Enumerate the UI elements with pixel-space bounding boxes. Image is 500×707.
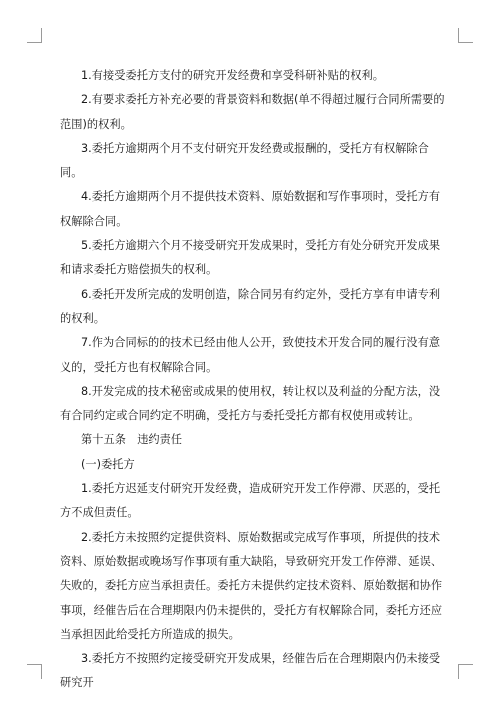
paragraph-13: 3.委托方不按照约定接受研究开发成果，经催告后在合理期限内仍未接受研究开 xyxy=(60,652,441,690)
crop-mark-bottom-right xyxy=(458,664,473,679)
subsection-heading: (一)委托方 xyxy=(81,457,135,471)
paragraph-8: 8.开发完成的技术秘密或成果的使用权，转让权以及利益的分配方法，没有合同约定或合同约定不明确，受托方与委托受托方都有权使用或转让。 xyxy=(60,384,441,423)
paragraph-3: 3.委托方逾期两个月不支付研究开发经费或报酬的，受托方有权解除合同。 xyxy=(60,141,429,180)
paragraph-4: 4.委托方逾期两个月不提供技术资料、原始数据和写作事项时，受托方有权解除合同。 xyxy=(60,190,441,228)
paragraph-12: 2.委托方未按照约定提供资料、原始数据或完成写作事项，所提供的技术资料、原始数据或晚场写作事项有重大缺陷，导致研究开发工作停滞、延误、失败的，委托方应当承担责任。委托方未提供约定技术资料、原始数据和协作事项，经催告后在合理期限内仍未提供的，受托方有权解除合同，委托方还应当承担因此给受托方所造成的损失。 xyxy=(60,530,443,641)
paragraph-5: 5.委托方逾期六个月不接受研究开发成果时，受托方有处分研究开发成果和请求委托方赔偿损失的权利。 xyxy=(60,239,441,277)
document-body xyxy=(60,64,446,696)
paragraph-11: 1.委托方迟延支付研究开发经费，造成研究开发工作停滞、厌恶的，受托方不成但责任。 xyxy=(60,482,441,520)
paragraph-7: 7.作为合同标的的技术已经由他人公开，致使技术开发合同的履行没有意义的，受托方也有权解除合同。 xyxy=(60,336,441,374)
crop-mark-bottom-left xyxy=(27,664,42,679)
paragraph-6: 6.委托开发所完成的发明创造，除合同另有约定外，受托方享有申请专利的权利。 xyxy=(60,287,441,325)
paragraph-2: 2.有要求委托方补充必要的背景资料和数据(单不得超过履行合同所需要的范围)的权利。 xyxy=(60,93,445,131)
paragraph-1: 1.有接受委托方支付的研究开发经费和享受科研补贴的权利。 xyxy=(81,69,384,82)
crop-mark-top-left xyxy=(27,28,42,43)
crop-mark-top-right xyxy=(458,28,473,43)
section-heading: 第十五条 违约责任 xyxy=(81,433,183,447)
